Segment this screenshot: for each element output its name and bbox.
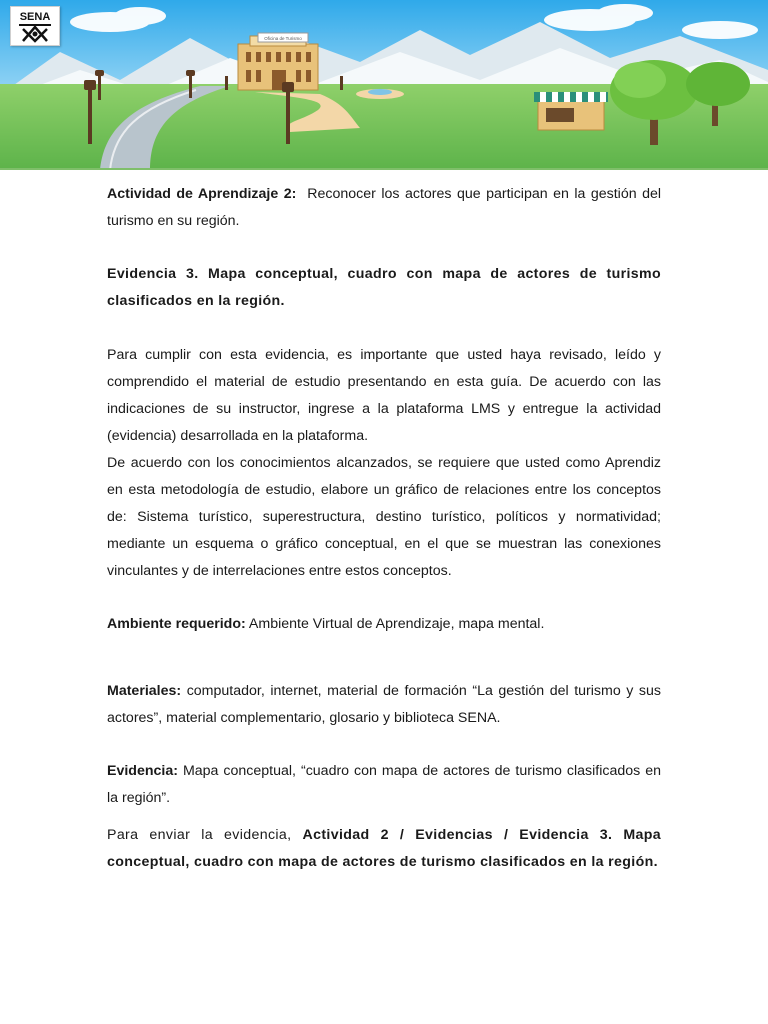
evidence-text: Mapa conceptual, “cuadro con mapa de actores de turismo clasificados en la región”. (107, 763, 661, 806)
landscape-illustration (0, 0, 768, 170)
kiosk (534, 92, 608, 130)
document-body (107, 181, 661, 876)
submit-text: Para enviar la evidencia, (107, 827, 292, 843)
sena-logo-text: SENA (19, 11, 51, 23)
materials-text: computador, internet, material de formación “La gestión del turismo y sus actores”, material complementario, glosario y biblioteca SENA. (107, 683, 661, 726)
submit-path: Actividad 2 / Evidencias / Evidencia 3. Mapa conceptual, cuadro con mapa de actores de turismo clasificados en la región. (107, 827, 662, 870)
environment-text: Ambiente Virtual de Aprendizaje, mapa mental. (248, 616, 545, 632)
submit-paragraph (107, 822, 661, 876)
activity-label: Actividad de Aprendizaje 2: (107, 186, 297, 202)
evidence-title-text: Evidencia 3. Mapa conceptual, cuadro con mapa de actores de turismo clasificados en la región. (107, 266, 661, 309)
materials-label: Materiales: (107, 683, 182, 699)
sena-logo (10, 6, 60, 46)
activity-text: Reconocer los actores que participan en la gestión del turismo en su región. (107, 186, 661, 229)
evidence-label: Evidencia: (107, 763, 178, 779)
paragraph-1: Para cumplir con esta evidencia, es importante que usted haya revisado, leído y comprendido el material de estudio presentando en esta guía. De acuerdo con las indicaciones de su instructor, ingrese a la plataforma LMS y entregue la actividad (evidencia) desarrollada en la plataforma. (107, 347, 661, 444)
sena-logo-icon (11, 7, 59, 45)
header-banner (0, 0, 768, 170)
evidence-title (107, 261, 661, 315)
activity-paragraph (107, 181, 661, 235)
materials-paragraph (107, 678, 661, 732)
building-sign: Oficina de Turismo (264, 36, 302, 41)
paragraph-2: De acuerdo con los conocimientos alcanzados, se requiere que usted como Aprendiz en esta metodología de estudio, elabore un gráfico de relaciones entre los conceptos de: Sistema turístico, superestructura, destino turístico, políticos y normatividad; mediante un esquema o gráfico conceptual, en el que se muestran las conexiones vinculantes y de interrelaciones entre estos conceptos. (107, 455, 661, 579)
environment-label: Ambiente requerido: (107, 616, 246, 632)
tourism-office-building (238, 33, 318, 90)
evidence-paragraph (107, 758, 661, 812)
environment-paragraph (107, 611, 661, 638)
